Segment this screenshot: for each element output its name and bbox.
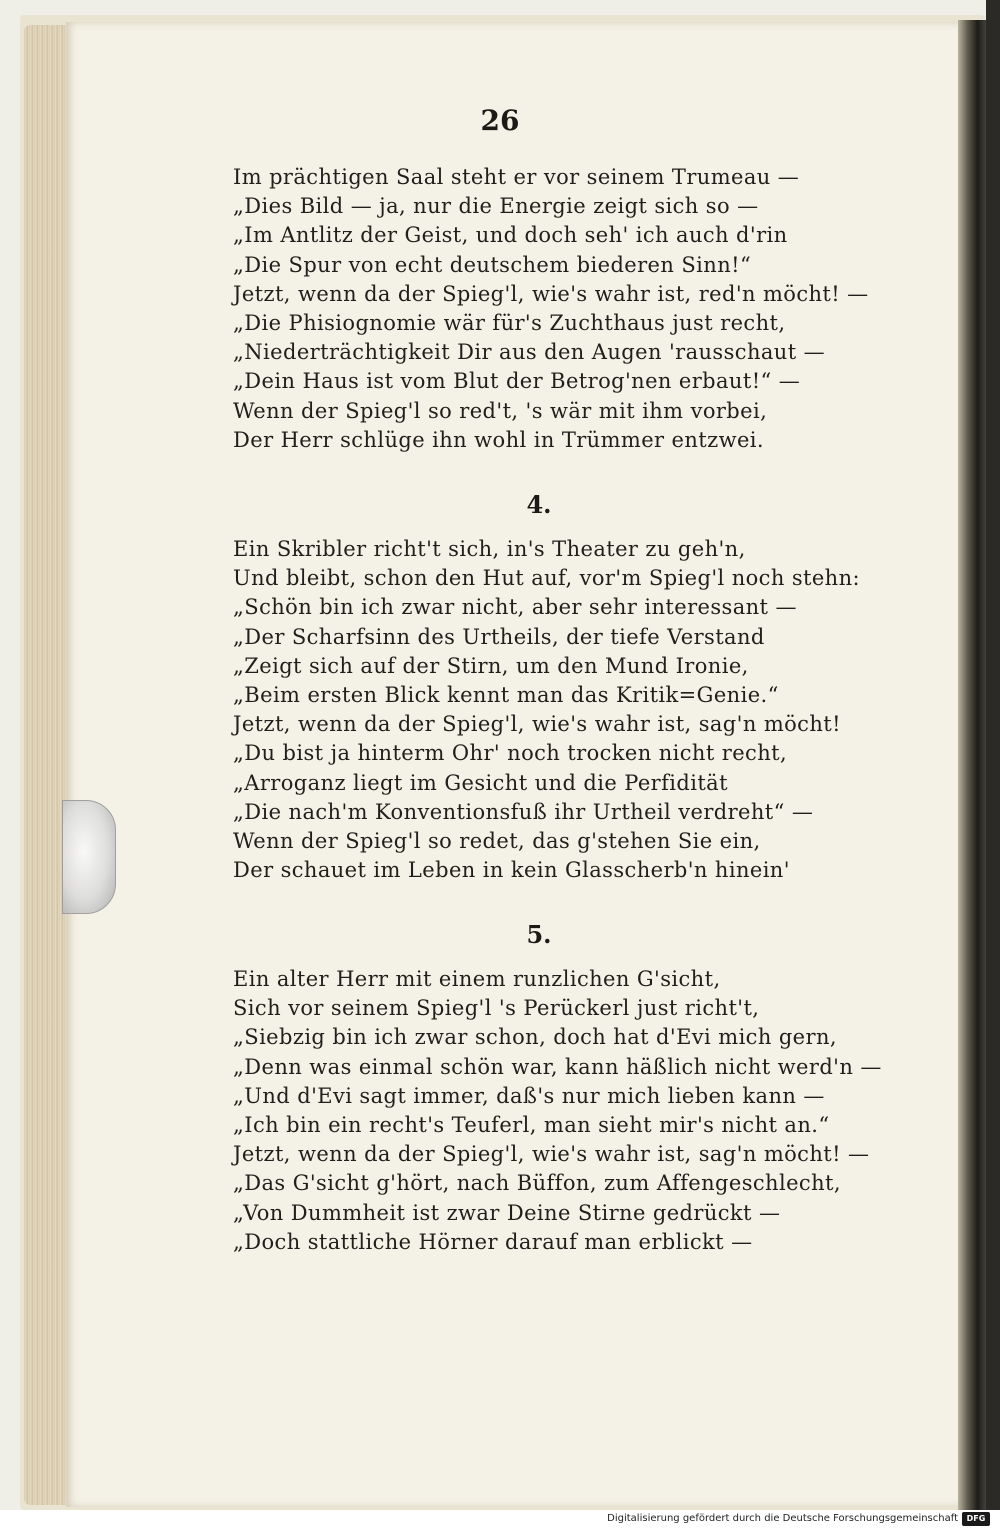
stanza-3-continued	[233, 163, 869, 455]
stanza-number-5: 5.	[526, 920, 552, 949]
verse-line: „Dies Bild — ja, nur die Energie zeigt sich so —	[233, 194, 759, 219]
stanza-5	[233, 965, 882, 1257]
verse-line: „Und d'Evi sagt immer, daß's nur mich lieben kann —	[233, 1083, 825, 1108]
verse-line: Jetzt, wenn da der Spieg'l, wie's wahr ist, sag'n möcht!	[233, 712, 841, 737]
verse-line: „Die Spur von echt deutschem biederen Sinn!“	[233, 252, 752, 277]
verse-line: Ein alter Herr mit einem runzlichen G'sicht,	[233, 967, 721, 991]
verse-line: Im prächtigen Saal steht er vor seinem Trumeau —	[233, 165, 800, 189]
scanner-edge	[986, 0, 1000, 1510]
verse-line: „Siebzig bin ich zwar schon, doch hat d'Evi mich gern,	[233, 1025, 837, 1050]
verse-line: „Beim ersten Blick kennt man das Kritik=Genie.“	[233, 682, 779, 707]
verse-line: „Die nach'm Konventionsfuß ihr Urtheil verdreht“ —	[233, 799, 814, 824]
verse-line: Der schauet im Leben in kein Glasscherb'n hinein'	[233, 858, 790, 883]
verse-line: Und bleibt, schon den Hut auf, vor'm Spieg'l noch stehn:	[233, 566, 861, 591]
verse-line: Sich vor seinem Spieg'l 's Perückerl just richt't,	[233, 996, 760, 1021]
verse-line: Wenn der Spieg'l so red't, 's wär mit ihm vorbei,	[233, 398, 768, 423]
verse-line: Jetzt, wenn da der Spieg'l, wie's wahr ist, sag'n möcht! —	[233, 1142, 870, 1167]
stanza-number-4: 4.	[526, 490, 552, 519]
verse-line: „Ich bin ein recht's Teuferl, man sieht mir's nicht an.“	[233, 1112, 830, 1137]
book-gutter	[958, 20, 986, 1510]
verse-line: „Schön bin ich zwar nicht, aber sehr interessant —	[233, 595, 797, 620]
verse-line: Wenn der Spieg'l so redet, das g'stehen Sie ein,	[233, 828, 761, 853]
verse-line: Jetzt, wenn da der Spieg'l, wie's wahr ist, red'n möcht! —	[233, 281, 869, 306]
dfg-credit: Digitalisierung gefördert durch die Deutsche Forschungsgemeinschaft	[607, 1513, 958, 1524]
verse-line: „Von Dummheit ist zwar Deine Stirne gedrückt —	[233, 1200, 781, 1225]
verse-line: „Denn was einmal schön war, kann häßlich nicht werd'n —	[233, 1054, 882, 1079]
verse-line: „Doch stattliche Hörner darauf man erblickt —	[233, 1229, 753, 1254]
verse-line: „Dein Haus ist vom Blut der Betrog'nen erbaut!“ —	[233, 369, 801, 394]
verse-line: „Du bist ja hinterm Ohr' noch trocken nicht recht,	[233, 741, 788, 766]
verse-line: „Zeigt sich auf der Stirn, um den Mund Ironie,	[233, 653, 749, 678]
verse-line: „Niederträchtigkeit Dir aus den Augen 'rausschaut —	[233, 340, 826, 365]
page-number: 26	[480, 104, 520, 137]
stanza-4	[233, 535, 860, 885]
verse-line: „Der Scharfsinn des Urtheils, der tiefe Verstand	[233, 624, 765, 649]
verse-line: „Die Phisiognomie wär für's Zuchthaus just recht,	[233, 310, 786, 335]
verse-line: „Arroganz liegt im Gesicht und die Perfidität	[233, 770, 728, 795]
dfg-logo: DFG	[962, 1512, 990, 1526]
verse-line: „Das G'sicht g'hört, nach Büffon, zum Affengeschlecht,	[233, 1171, 841, 1196]
scanner-thumb-clip	[62, 800, 116, 914]
verse-line: Ein Skribler richt't sich, in's Theater zu geh'n,	[233, 537, 746, 561]
verse-line: Der Herr schlüge ihn wohl in Trümmer entzwei.	[233, 427, 765, 452]
verse-line: „Im Antlitz der Geist, und doch seh' ich auch d'rin	[233, 223, 788, 248]
page-edges	[24, 25, 66, 1505]
